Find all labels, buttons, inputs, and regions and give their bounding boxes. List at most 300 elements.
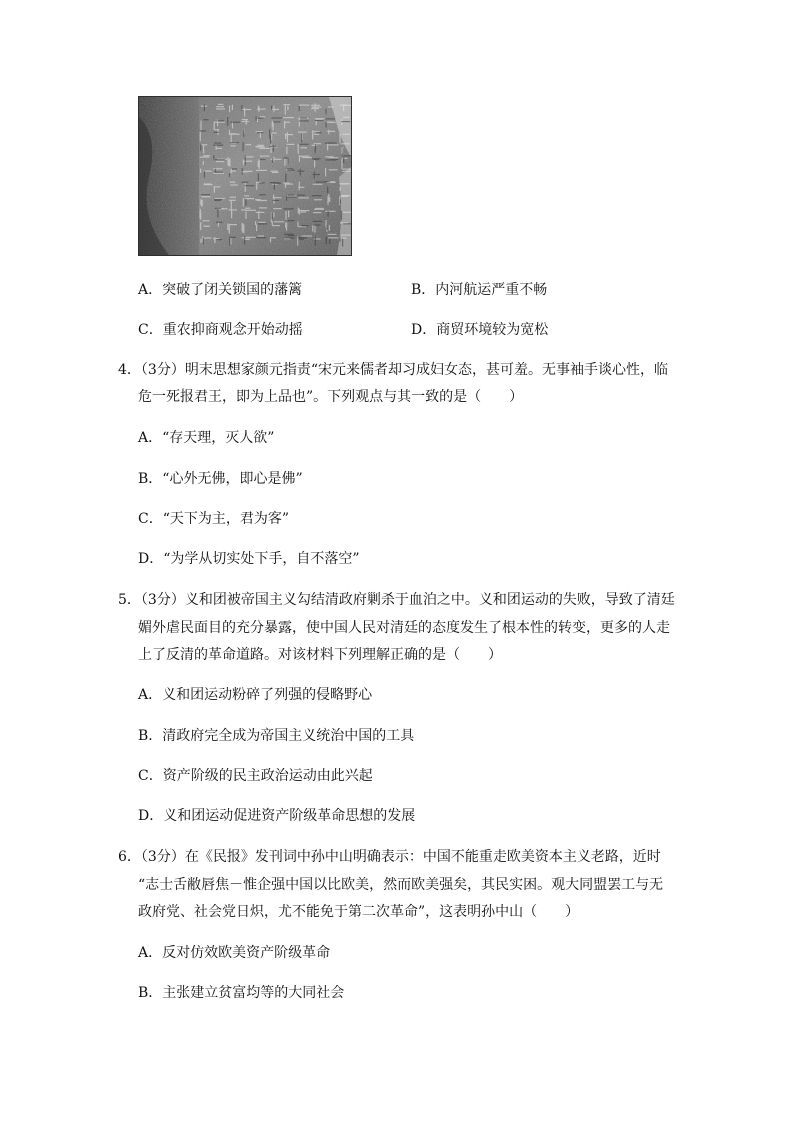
- carved-stroke: [342, 147, 343, 153]
- carved-stroke: [255, 221, 256, 225]
- carved-stroke: [218, 104, 224, 105]
- carved-stroke: [298, 197, 309, 198]
- carved-stroke: [301, 134, 302, 142]
- carved-stroke: [271, 106, 272, 111]
- carved-stroke: [343, 223, 351, 224]
- carved-stroke: [272, 172, 279, 173]
- carved-stroke: [299, 209, 300, 215]
- carved-stroke: [244, 195, 249, 196]
- carved-stroke: [201, 144, 207, 145]
- carved-stroke: [329, 239, 330, 244]
- carved-stroke: [241, 105, 242, 111]
- carved-stroke: [274, 221, 284, 222]
- carved-stroke: [313, 174, 321, 175]
- carved-stroke: [258, 161, 259, 167]
- carved-stroke: [216, 148, 222, 149]
- carved-stroke: [216, 108, 225, 109]
- carved-stroke: [202, 200, 203, 207]
- carved-stroke: [256, 200, 267, 201]
- carved-stroke: [286, 196, 287, 201]
- carved-stroke: [230, 238, 231, 245]
- carved-stroke: [288, 196, 297, 197]
- carved-stroke: [227, 224, 228, 231]
- carved-stroke: [315, 237, 316, 246]
- carved-stroke: [245, 212, 246, 219]
- carved-stroke: [200, 222, 201, 230]
- carved-stroke: [258, 173, 259, 181]
- carved-stroke: [342, 155, 351, 156]
- carved-stroke: [300, 147, 307, 148]
- carved-stroke: [287, 158, 288, 164]
- carved-stroke: [229, 238, 230, 246]
- stele-photo: [138, 96, 352, 256]
- carved-stroke: [232, 105, 233, 110]
- carved-stroke: [214, 132, 219, 133]
- q5-option-d: D．义和团运动促进资产阶级革命思想的发展: [138, 808, 416, 824]
- carved-stroke: [273, 121, 274, 130]
- carved-stroke: [299, 239, 304, 240]
- carved-stroke: [300, 118, 307, 119]
- carved-stroke: [231, 200, 232, 210]
- carved-stroke: [256, 224, 257, 231]
- carved-stroke: [312, 145, 318, 146]
- carved-stroke: [273, 197, 282, 198]
- carved-stroke: [257, 109, 265, 110]
- carved-stroke: [245, 210, 256, 211]
- q6-option-b: B．主张建立贫富均等的大同社会: [138, 985, 345, 1001]
- carved-stroke: [325, 118, 335, 119]
- carved-stroke: [272, 221, 273, 225]
- carved-stroke: [256, 170, 267, 171]
- carved-stroke: [214, 186, 221, 187]
- carved-stroke: [215, 159, 225, 160]
- carved-stroke: [241, 109, 251, 110]
- carved-stroke: [230, 182, 236, 183]
- carved-stroke: [270, 146, 277, 147]
- carved-stroke: [204, 226, 210, 227]
- carved-stroke: [260, 116, 265, 117]
- carved-stroke: [271, 171, 278, 172]
- carved-stroke: [216, 239, 222, 240]
- carved-stroke: [285, 211, 286, 220]
- carved-stroke: [341, 195, 350, 196]
- carved-stroke: [246, 237, 256, 238]
- carved-stroke: [283, 157, 288, 158]
- carved-stroke: [259, 194, 266, 195]
- carved-stroke: [314, 225, 320, 226]
- carved-stroke: [325, 156, 333, 157]
- carved-stroke: [216, 222, 223, 223]
- carved-stroke: [297, 222, 298, 227]
- carved-stroke: [287, 144, 295, 145]
- carved-stroke: [258, 235, 264, 236]
- q3-option-d: D．商贸环境较为宽松: [411, 322, 549, 338]
- carved-stroke: [299, 119, 300, 127]
- carved-stroke: [342, 212, 351, 213]
- carved-stroke: [271, 213, 272, 220]
- carved-stroke: [299, 156, 310, 157]
- carved-stroke: [215, 208, 221, 209]
- carved-stroke: [214, 237, 215, 243]
- carved-stroke: [229, 134, 240, 135]
- carved-stroke: [260, 156, 270, 157]
- carved-stroke: [300, 211, 306, 212]
- carved-stroke: [314, 134, 319, 135]
- carved-stroke: [300, 169, 301, 176]
- carved-stroke: [312, 195, 322, 196]
- carved-stroke: [214, 200, 221, 201]
- carved-stroke: [231, 170, 236, 171]
- carved-stroke: [315, 118, 325, 119]
- carved-stroke: [343, 117, 350, 118]
- carved-stroke: [200, 157, 209, 158]
- carved-stroke: [315, 208, 324, 209]
- q3-option-a: A．突破了闭关锁国的藩篱: [138, 282, 303, 298]
- carved-stroke: [216, 161, 225, 162]
- carved-stroke: [287, 106, 288, 110]
- carved-stroke: [343, 134, 350, 135]
- carved-stroke: [241, 209, 247, 210]
- carved-stroke: [272, 117, 283, 118]
- carved-stroke: [242, 168, 243, 175]
- carved-stroke: [272, 225, 280, 226]
- carved-stroke: [217, 209, 218, 218]
- carved-stroke: [229, 173, 230, 177]
- carved-stroke: [288, 195, 295, 196]
- carved-stroke: [298, 132, 307, 133]
- carved-stroke: [329, 122, 336, 123]
- carved-stroke: [298, 171, 305, 172]
- carved-stroke: [285, 105, 286, 115]
- carved-stroke: [314, 143, 322, 144]
- carved-stroke: [286, 147, 287, 154]
- carved-stroke: [342, 158, 348, 159]
- carved-stroke: [245, 144, 251, 145]
- carved-stroke: [312, 225, 313, 231]
- carved-stroke: [316, 121, 317, 125]
- carved-stroke: [246, 120, 247, 125]
- carved-stroke: [229, 209, 237, 210]
- carved-stroke: [232, 168, 237, 169]
- q4-option-b: B．“心外无佛，即心是佛”: [138, 471, 303, 487]
- carved-stroke: [325, 109, 326, 114]
- q5-option-c: C．资产阶级的民主政治运动由此兴起: [138, 768, 373, 784]
- carved-stroke: [256, 212, 265, 213]
- carved-stroke: [273, 212, 274, 217]
- carved-stroke: [342, 171, 350, 172]
- carved-stroke: [312, 158, 321, 159]
- carved-stroke: [213, 155, 214, 159]
- carved-stroke: [327, 187, 328, 194]
- q6-stem-line1: 6．（3分）在《民报》发刊词中孙中山明确表示：中国不能重走欧美资本主义老路，近时: [118, 849, 661, 865]
- carved-stroke: [258, 145, 264, 146]
- carved-stroke: [200, 121, 201, 131]
- carved-stroke: [245, 185, 255, 186]
- q6-stem-line2: “志士舌敝唇焦－惟企强中国以比欧美，然而欧美强矣，其民实困。观大同盟罢工与无: [138, 877, 664, 893]
- q3-option-b: B．内河航运严重不畅: [411, 282, 548, 298]
- carved-stroke: [228, 157, 229, 166]
- carved-stroke: [299, 155, 300, 162]
- carved-stroke: [200, 144, 201, 150]
- carved-stroke: [273, 195, 274, 200]
- carved-stroke: [270, 237, 276, 238]
- carved-stroke: [245, 156, 246, 166]
- carved-stroke: [284, 234, 294, 235]
- carved-stroke: [316, 182, 326, 183]
- carved-stroke: [203, 237, 204, 244]
- carved-stroke: [270, 143, 271, 153]
- carved-stroke: [284, 122, 290, 123]
- q5-stem-line2: 媚外虐民面目的充分暴露，使中国人民对清廷的态度发生了根本性的转变，更多的人走: [138, 620, 670, 636]
- carved-stroke: [200, 131, 201, 141]
- carved-stroke: [230, 237, 236, 238]
- carved-stroke: [259, 182, 265, 183]
- carved-stroke: [245, 199, 246, 205]
- carved-stroke: [314, 226, 315, 233]
- carved-stroke: [273, 121, 281, 122]
- carved-stroke: [284, 208, 294, 209]
- carved-stroke: [243, 198, 244, 206]
- carved-stroke: [214, 187, 215, 193]
- carved-stroke: [259, 148, 269, 149]
- carved-stroke: [301, 235, 312, 236]
- carved-stroke: [243, 142, 244, 151]
- carved-stroke: [200, 130, 207, 131]
- carved-stroke: [203, 161, 204, 165]
- carved-stroke: [315, 120, 324, 121]
- carved-stroke: [343, 157, 344, 163]
- carved-stroke: [269, 129, 270, 139]
- carved-stroke: [328, 234, 337, 235]
- carved-stroke: [229, 224, 230, 234]
- carved-stroke: [340, 199, 341, 204]
- carved-stroke: [231, 134, 232, 143]
- carved-stroke: [316, 132, 322, 133]
- carved-stroke: [302, 157, 312, 158]
- carved-stroke: [325, 168, 326, 177]
- carved-stroke: [328, 144, 339, 145]
- carved-stroke: [259, 207, 267, 208]
- carved-stroke: [341, 121, 350, 122]
- carved-stroke: [258, 222, 265, 223]
- carved-stroke: [229, 158, 230, 166]
- carved-stroke: [215, 172, 223, 173]
- carved-stroke: [313, 221, 322, 222]
- carved-stroke: [298, 237, 307, 238]
- carved-stroke: [339, 134, 340, 143]
- carved-stroke: [242, 121, 249, 122]
- carved-stroke: [214, 122, 215, 129]
- carved-stroke: [299, 144, 309, 145]
- stone-stele-inscription-photo: [139, 97, 351, 255]
- carved-stroke: [329, 169, 338, 170]
- carved-stroke: [299, 106, 300, 111]
- carved-stroke: [229, 130, 230, 135]
- carved-stroke: [203, 220, 210, 221]
- carved-stroke: [200, 239, 201, 243]
- carved-stroke: [273, 199, 274, 204]
- carved-stroke: [284, 159, 285, 166]
- carved-stroke: [242, 119, 248, 120]
- carved-stroke: [200, 199, 201, 205]
- carved-stroke: [283, 183, 290, 184]
- carved-stroke: [229, 200, 236, 201]
- carved-stroke: [217, 120, 224, 121]
- carved-stroke: [213, 168, 222, 169]
- carved-stroke: [288, 220, 295, 221]
- carved-stroke: [311, 108, 319, 109]
- carved-stroke: [200, 212, 201, 220]
- carved-stroke: [297, 195, 305, 196]
- carved-stroke: [231, 210, 232, 218]
- carved-stroke: [204, 184, 213, 185]
- carved-stroke: [327, 225, 328, 230]
- carved-stroke: [327, 144, 328, 151]
- q6-option-a: A．反对仿效欧美资产阶级革命: [138, 945, 331, 961]
- carved-stroke: [283, 117, 294, 118]
- carved-stroke: [204, 104, 205, 111]
- carved-stroke: [200, 169, 201, 173]
- carved-stroke: [288, 170, 295, 171]
- carved-stroke: [201, 196, 210, 197]
- carved-stroke: [273, 157, 274, 162]
- carved-stroke: [243, 160, 244, 165]
- carved-stroke: [257, 118, 264, 119]
- carved-stroke: [273, 200, 280, 201]
- q6-stem-line3: 政府党、社会党日炽，尤不能免于第二次革命”，这表明孙中山（ ）: [138, 904, 580, 920]
- carved-stroke: [287, 132, 288, 142]
- carved-stroke: [313, 212, 321, 213]
- carved-stroke: [256, 116, 257, 121]
- carved-stroke: [213, 145, 223, 146]
- carved-stroke: [273, 106, 274, 112]
- carved-stroke: [272, 132, 277, 133]
- carved-stroke: [230, 145, 236, 146]
- carved-stroke: [256, 182, 257, 190]
- q5-option-a: A．义和团运动粉碎了列强的侵略野心: [138, 687, 373, 703]
- carved-stroke: [214, 143, 221, 144]
- carved-stroke: [242, 223, 243, 231]
- carved-stroke: [229, 106, 230, 113]
- carved-stroke: [203, 155, 210, 156]
- q5-stem-line1: 5．（3分）义和团被帝国主义勾结清政府剿杀于血泊之中。义和团运动的失败，导致了清廷: [118, 592, 675, 608]
- carved-stroke: [201, 194, 210, 195]
- carved-stroke: [342, 239, 343, 247]
- carved-stroke: [284, 104, 290, 105]
- carved-stroke: [203, 119, 208, 120]
- carved-stroke: [325, 211, 335, 212]
- carved-stroke: [243, 224, 244, 233]
- carved-stroke: [287, 168, 294, 169]
- q4-option-c: C．“天下为主，君为客”: [138, 511, 290, 527]
- carved-stroke: [315, 103, 316, 112]
- carved-stroke: [272, 158, 273, 163]
- carved-stroke: [299, 182, 300, 191]
- carved-stroke: [342, 169, 351, 170]
- carved-stroke: [244, 236, 245, 244]
- q3-option-c: C．重农抑商观念开始动摇: [138, 322, 303, 338]
- carved-stroke: [230, 224, 237, 225]
- carved-stroke: [329, 225, 330, 231]
- q4-stem-line2: 危一死报君王，即为上品也”。下列观点与其一致的是（ ）: [138, 389, 524, 405]
- carved-stroke: [302, 225, 309, 226]
- carved-stroke: [342, 105, 351, 106]
- carved-stroke: [260, 159, 266, 160]
- carved-stroke: [230, 122, 240, 123]
- carved-stroke: [243, 130, 244, 137]
- carved-stroke: [216, 106, 224, 107]
- carved-stroke: [298, 208, 299, 214]
- carved-stroke: [245, 183, 246, 192]
- carved-stroke: [313, 184, 323, 185]
- carved-stroke: [299, 120, 309, 121]
- carved-stroke: [230, 142, 239, 143]
- carved-stroke: [230, 184, 238, 185]
- carved-stroke: [245, 208, 250, 209]
- carved-stroke: [203, 144, 204, 153]
- carved-stroke: [314, 172, 315, 179]
- carved-stroke: [341, 211, 342, 220]
- q5-option-b: B．清政府完全成为帝国主义统治中国的工具: [138, 728, 415, 744]
- carved-stroke: [227, 117, 228, 126]
- carved-stroke: [286, 222, 287, 230]
- carved-stroke: [270, 238, 271, 243]
- carved-stroke: [328, 194, 329, 202]
- carved-stroke: [328, 106, 334, 107]
- carved-stroke: [325, 159, 336, 160]
- carved-stroke: [341, 159, 342, 169]
- carved-stroke: [258, 223, 267, 224]
- carved-stroke: [328, 237, 338, 238]
- carved-stroke: [230, 197, 236, 198]
- carved-stroke: [300, 210, 309, 211]
- carved-stroke: [274, 183, 275, 190]
- carved-stroke: [340, 187, 341, 191]
- carved-stroke: [343, 148, 344, 156]
- carved-stroke: [242, 182, 249, 183]
- carved-stroke: [314, 160, 315, 167]
- carved-stroke: [285, 174, 286, 183]
- carved-stroke: [285, 134, 293, 135]
- carved-stroke: [256, 237, 266, 238]
- carved-stroke: [299, 105, 309, 106]
- carved-stroke: [326, 122, 327, 128]
- q4-stem-line1: 4．（3分）明末思想家颜元指责“宋元来儒者却习成妇女态，甚可羞。无事袖手谈心性，临: [118, 362, 668, 378]
- carved-stroke: [325, 143, 332, 144]
- carved-stroke: [204, 171, 205, 178]
- carved-stroke: [298, 144, 299, 154]
- q4-option-d: D．“为学从切实处下手，自不落空”: [138, 551, 360, 567]
- carved-stroke: [288, 211, 289, 218]
- carved-stroke: [341, 235, 351, 236]
- carved-stroke: [245, 198, 254, 199]
- carved-stroke: [340, 143, 350, 144]
- carved-stroke: [326, 237, 327, 245]
- carved-stroke: [214, 122, 225, 123]
- q4-option-a: A．“存天理，灭人欲”: [138, 430, 275, 446]
- carved-stroke: [339, 237, 340, 242]
- carved-stroke: [245, 156, 254, 157]
- carved-stroke: [288, 235, 295, 236]
- carved-stroke: [340, 183, 347, 184]
- carved-stroke: [256, 146, 265, 147]
- carved-stroke: [257, 132, 264, 133]
- carved-stroke: [273, 208, 281, 209]
- carved-stroke: [312, 107, 322, 108]
- carved-stroke: [312, 130, 313, 140]
- carved-stroke: [327, 131, 335, 132]
- carved-stroke: [203, 237, 212, 238]
